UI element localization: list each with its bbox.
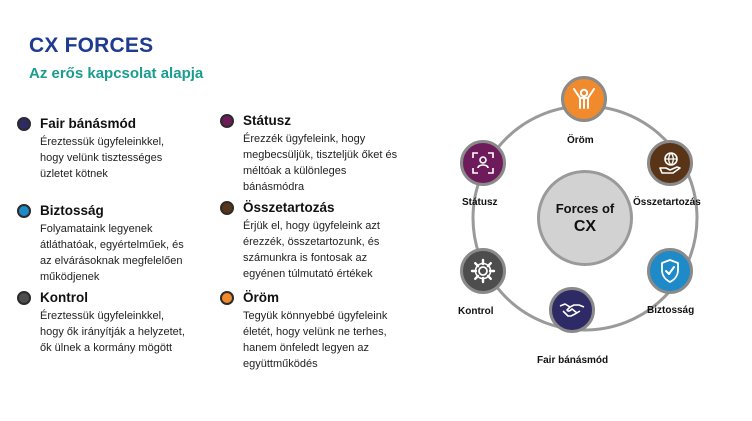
shield-check-icon — [657, 258, 683, 284]
handshake-icon — [558, 297, 586, 323]
item-description: Éreztessük ügyfeleinkkel, hogy velünk tisztességes üzletet kötnek — [40, 136, 165, 180]
page-title: CX FORCES — [29, 34, 154, 57]
person-cheering-icon — [571, 86, 597, 112]
node-label: Fair bánásmód — [537, 355, 609, 366]
bullet-dot — [17, 291, 31, 305]
center-label-line1: Forces of — [555, 200, 615, 216]
bullet-dot — [220, 114, 234, 128]
bullet-dot — [17, 204, 31, 218]
node-orom — [561, 76, 607, 122]
page-subtitle: Az erős kapcsolat alapja — [29, 65, 204, 82]
node-biztossag — [647, 248, 693, 294]
node-kontrol — [460, 248, 506, 294]
center-label-line2: CX — [573, 217, 597, 235]
bullet-dot — [220, 291, 234, 305]
item-description: Folyamataink legyenek átláthatóak, egyértelműek, és az elvárásoknak megfelelően működjenek — [40, 223, 184, 283]
item-title: Fair bánásmód — [40, 116, 137, 131]
person-network-icon — [470, 150, 496, 176]
bullet-dot — [220, 201, 234, 215]
bullet-dot — [17, 117, 31, 131]
node-label: Öröm — [567, 135, 594, 146]
force-item-osszetartozas — [220, 200, 435, 282]
item-title: Kontrol — [40, 290, 88, 305]
forces-diagram — [440, 65, 740, 375]
gear-icon — [470, 258, 496, 284]
node-fair — [549, 287, 595, 333]
item-title: Státusz — [243, 113, 292, 128]
force-item-biztossag — [17, 203, 217, 285]
node-osszetartozas — [647, 140, 693, 186]
force-item-kontrol — [17, 290, 217, 356]
force-item-statusz — [220, 113, 435, 195]
item-description: Tegyük könnyebbé ügyfeleink életét, hogy velünk ne terhes, hanem önfeledt legyen az együttműködés — [243, 310, 388, 370]
force-item-fair — [17, 116, 217, 182]
item-description: Érjük el, hogy ügyfeleink azt érezzék, összetartozunk, és számunkra is fontosak az egyénen túlmutató értékek — [243, 220, 380, 280]
item-title: Összetartozás — [243, 200, 335, 215]
item-title: Biztosság — [40, 203, 104, 218]
item-title: Öröm — [243, 290, 280, 305]
node-label: Biztosság — [647, 305, 695, 316]
node-statusz — [460, 140, 506, 186]
node-label: Összetartozás — [633, 197, 701, 208]
node-label: Kontrol — [458, 306, 494, 317]
item-description: Éreztessük ügyfeleinkkel, hogy ők irányítják a helyzetet, ők ülnek a kormány mögött — [40, 310, 185, 354]
center-circle — [537, 170, 633, 266]
item-description: Érezzék ügyfeleink, hogy megbecsüljük, tiszteljük őket és méltóak a különleges bánásmódra — [243, 133, 398, 193]
globe-in-hand-icon — [657, 150, 683, 176]
force-item-orom — [220, 290, 435, 372]
node-label: Státusz — [462, 197, 498, 208]
